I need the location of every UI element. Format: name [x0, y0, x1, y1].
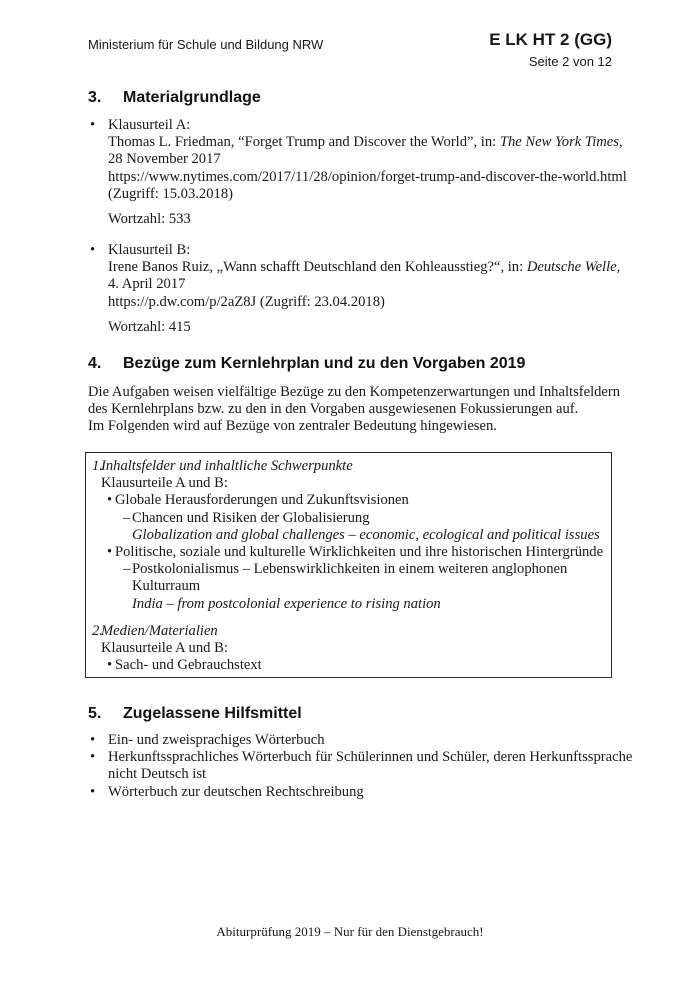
bullet-icon: • — [107, 544, 113, 561]
section-5-heading — [88, 704, 618, 723]
paragraph-line: des Kernlehrplans bzw. zu den in den Vorgaben ausgewiesenen Fokussierungen auf. — [88, 401, 579, 418]
section-3-title: Materialgrundlage — [123, 89, 261, 106]
box-item-2 — [92, 623, 605, 675]
klausurteil-b-block — [88, 242, 633, 336]
klausurteil-a-access: (Zugriff: 15.03.2018) — [108, 185, 233, 202]
klausurteil-b-citation-line — [108, 259, 633, 276]
klausurteil-a-wordcount: Wortzahl: 533 — [108, 211, 191, 228]
hilfsmittel-item-text: Wörterbuch zur deutschen Rechtschreibung — [108, 783, 364, 800]
klausurteil-a-date: 28 November 2017 — [108, 151, 221, 168]
box-dash-item — [92, 561, 605, 578]
box-focus-text: India – from postcolonial experience to rising nation — [132, 595, 441, 612]
klausurteil-a-citation-line — [108, 134, 633, 151]
box-dash-text-continued: Kulturraum — [132, 578, 201, 595]
section-4-number: 4. — [88, 355, 102, 372]
bullet-icon: • — [90, 117, 96, 133]
section-3-number: 3. — [88, 89, 102, 106]
hilfsmittel-item-text: nicht Deutsch ist — [108, 766, 207, 783]
bullet-icon: • — [90, 242, 96, 258]
list-item — [88, 784, 633, 801]
paragraph-line: Die Aufgaben weisen vielfältige Bezüge zu den Kompetenzerwartungen und Inhaltsfeldern — [88, 384, 621, 400]
box-bullet-text: Politische, soziale und kulturelle Wirklichkeiten und ihre historischen Hintergründe — [115, 544, 604, 561]
box-bullet — [92, 657, 605, 674]
dash-icon: – — [123, 561, 131, 578]
hilfsmittel-item-text: Herkunftssprachliches Wörterbuch für Schülerinnen und Schüler, deren Herkunftssprache — [108, 749, 633, 766]
klausurteil-b-wordcount: Wortzahl: 415 — [108, 318, 191, 335]
hilfsmittel-item-body — [108, 749, 633, 783]
citation-source: The New York Times, — [499, 134, 623, 151]
klausurteil-a-block — [88, 117, 633, 228]
klausurteil-b-label: Klausurteil B: — [108, 242, 191, 258]
section-4-title: Bezüge zum Kernlehrplan und zu den Vorgaben 2019 — [123, 355, 526, 372]
klausurteil-b-date: 4. April 2017 — [108, 276, 186, 293]
klausurteil-b-url: https://p.dw.com/p/2aZ8J (Zugriff: 23.04.2018) — [108, 293, 385, 310]
header-exam-code: E LK HT 2 (GG) — [489, 30, 612, 49]
box-dash-text: Postkolonialismus – Lebenswirklichkeiten in einem weiteren anglophonen — [132, 561, 568, 578]
list-item — [88, 749, 633, 783]
box-item-1-number: 1. — [92, 458, 103, 474]
box-item-2-title: Medien/Materialien — [101, 622, 218, 639]
section-4-paragraph — [88, 384, 633, 436]
box-bullet — [92, 544, 605, 561]
box-item-2-title-row — [92, 623, 605, 640]
box-dash-text: Chancen und Risiken der Globalisierung — [132, 509, 370, 526]
bullet-icon: • — [90, 749, 96, 766]
bullet-icon: • — [107, 492, 113, 509]
box-item-2-subtitle: Klausurteile A und B: — [101, 640, 228, 657]
box-focus-text: Globalization and global challenges – economic, ecological and political issues — [132, 526, 600, 543]
box-item-1-title-row — [92, 458, 605, 475]
section-5-number: 5. — [88, 705, 102, 722]
box-dash-item — [92, 510, 605, 527]
bullet-icon: • — [90, 783, 96, 800]
list-item — [88, 117, 633, 228]
box-bullet-text: Globale Herausforderungen und Zukunftsvisionen — [115, 492, 409, 509]
bullet-icon: • — [90, 732, 96, 748]
list-item-body — [108, 117, 633, 228]
dash-icon: – — [123, 509, 131, 526]
bullet-icon: • — [107, 657, 113, 674]
citation-text: Irene Banos Ruiz, „Wann schafft Deutschland den Kohleausstieg?“, in: — [108, 259, 527, 276]
box-item-2-number: 2. — [92, 622, 103, 639]
klausurteil-a-url: https://www.nytimes.com/2017/11/28/opinion/forget-trump-and-discover-the-world.html — [108, 168, 627, 185]
box-item-1 — [92, 458, 605, 613]
box-bullet-text: Sach- und Gebrauchstext — [115, 657, 262, 674]
section-4-heading — [88, 354, 618, 373]
list-item — [88, 732, 633, 749]
box-item-1-title: Inhaltsfelder und inhaltliche Schwerpunkte — [101, 458, 353, 474]
klausurteil-a-label: Klausurteil A: — [108, 117, 191, 133]
kernlehrplan-box — [85, 452, 612, 678]
citation-source: Deutsche Welle, — [526, 259, 621, 276]
section-5-title: Zugelassene Hilfsmittel — [123, 705, 302, 722]
list-item-body — [108, 242, 633, 336]
hilfsmittel-item-text: Ein- und zweisprachiges Wörterbuch — [108, 732, 325, 748]
header-page-number: Seite 2 von 12 — [528, 54, 612, 69]
header-ministry: Ministerium für Schule und Bildung NRW — [88, 37, 324, 52]
list-item — [88, 242, 633, 336]
paragraph-line: Im Folgenden wird auf Bezüge von zentraler Bedeutung hingewiesen. — [88, 418, 497, 435]
citation-text: Thomas L. Friedman, “Forget Trump and Discover the World”, in: — [108, 134, 500, 151]
section-3-heading — [88, 88, 618, 107]
box-bullet — [92, 492, 605, 509]
footer-text: Abiturprüfung 2019 – Nur für den Dienstgebrauch! — [216, 924, 484, 939]
box-item-1-subtitle: Klausurteile A und B: — [101, 475, 228, 492]
section-5-list — [88, 732, 633, 801]
